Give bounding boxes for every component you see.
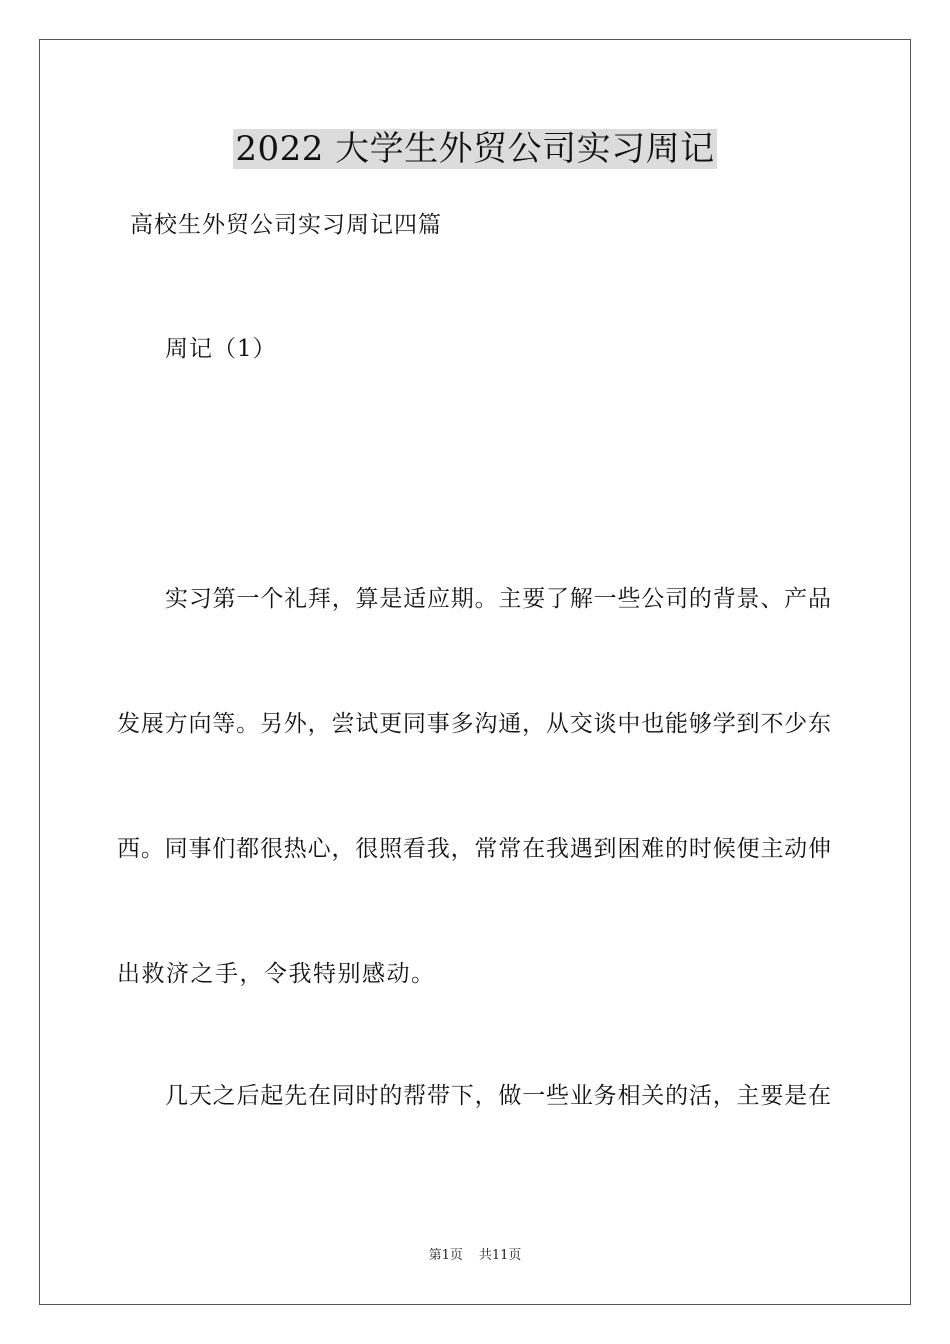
- page-count: 共11页: [478, 1248, 522, 1263]
- page-number: 第1页: [428, 1248, 463, 1263]
- section-heading: 周记（1）: [165, 336, 277, 362]
- page-footer: [0, 1247, 950, 1265]
- paragraph-line: 几天之后起先在同时的帮带下，做一些业务相关的活，主要是在: [165, 1083, 831, 1109]
- document-subtitle: 高校生外贸公司实习周记四篇: [130, 212, 442, 238]
- paragraph-line: 发展方向等。另外，尝试更同事多沟通，从交谈中也能够学到不少东: [117, 711, 831, 737]
- paragraph-line: 出救济之手，令我特别感动。: [117, 961, 436, 987]
- paragraph-line: 西。同事们都很热心，很照看我，常常在我遇到困难的时候便主动伸: [117, 836, 831, 862]
- document-title-text: 2022 大学生外贸公司实习周记: [235, 129, 715, 169]
- paragraph-line: 实习第一个礼拜，算是适应期。主要了解一些公司的背景、产品: [165, 586, 831, 612]
- document-title: [0, 126, 950, 172]
